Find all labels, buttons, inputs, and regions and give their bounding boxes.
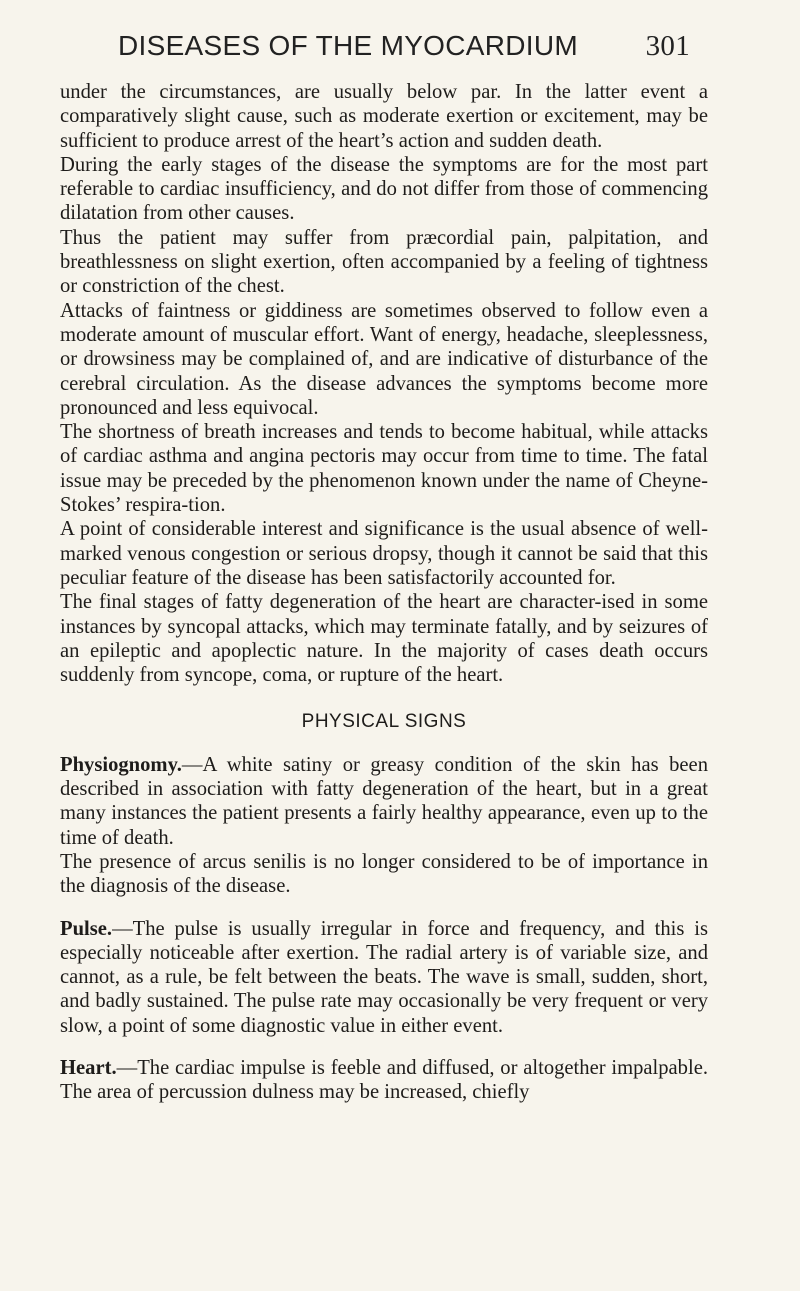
paragraph: The shortness of breath increases and tends to become habitual, while attacks of cardiac asthma and angina pectoris may occur from time to time. The fatal issue may be preceded by the phenomenon known under the name of Cheyne-Stokes’ respira-tion.: [60, 421, 708, 517]
pulse-label: Pulse.: [60, 917, 113, 940]
paragraph: The final stages of fatty degeneration of the heart are character-ised in some instances by syncopal attacks, which may terminate fatally, and by seizures of an epileptic and apoplectic nature. In the majority of cases death occurs suddenly from syncope, coma, or rupture of the heart.: [60, 591, 708, 687]
page-number: 301: [645, 30, 690, 62]
paragraph: under the circumstances, are usually below par. In the latter event a comparatively slight cause, such as moderate exertion or excitement, may be sufficient to produce arrest of the heart’s action and sudden death.: [60, 81, 708, 152]
heart-text: —The cardiac impulse is feeble and diffused, or altogether impalpable. The area of percussion dulness may be increased, chiefly: [60, 1056, 708, 1104]
running-title: DISEASES OF THE MYOCARDIUM: [118, 30, 579, 61]
physiognomy-text: —A white satiny or greasy condition of the skin has been described in association with fatty degeneration of the heart, but in a great many instances the patient presents a fairly healthy appearance, even up to the time of death.: [60, 753, 708, 849]
pulse-text: —The pulse is usually irregular in force and frequency, and this is especially noticeable after exertion. The radial artery is of variable size, and cannot, as a rule, be felt between the beats. The wave is small, sudden, short, and badly sustained. The pulse rate may occasionally be very frequent or very slow, a point of some diagnostic value in either event.: [60, 917, 708, 1037]
physiognomy-paragraph: [60, 753, 708, 850]
running-head: [118, 30, 690, 70]
paragraph: A point of considerable interest and significance is the usual absence of well-marked venous congestion or serious dropsy, though it cannot be said that this peculiar feature of the disease has been satisfactorily accounted for.: [60, 518, 708, 589]
heart-paragraph: [60, 1056, 708, 1105]
section-heading: PHYSICAL SIGNS: [301, 711, 467, 733]
physiognomy-label: Physiognomy.: [60, 753, 182, 776]
paragraph: Thus the patient may suffer from præcordial pain, palpitation, and breathlessness on slight exertion, often accompanied by a feeling of tightness or constriction of the chest.: [60, 226, 708, 298]
pulse-paragraph: [60, 917, 708, 1038]
paragraph: Attacks of faintness or giddiness are sometimes observed to follow even a moderate amount of muscular effort. Want of energy, headache, sleeplessness, or drowsiness may be complained of, and are indicative of disturbance of the cerebral circulation. As the disease advances the symptoms become more pronounced and less equivocal.: [60, 299, 708, 419]
paragraph: During the early stages of the disease the symptoms are for the most part referable to cardiac insufficiency, and do not differ from those of commencing dilatation from other causes.: [60, 153, 708, 225]
body-text: [60, 80, 708, 1105]
arcus-paragraph: The presence of arcus senilis is no longer considered to be of importance in the diagnosis of the disease.: [60, 850, 708, 898]
heart-label: Heart.: [60, 1056, 117, 1079]
